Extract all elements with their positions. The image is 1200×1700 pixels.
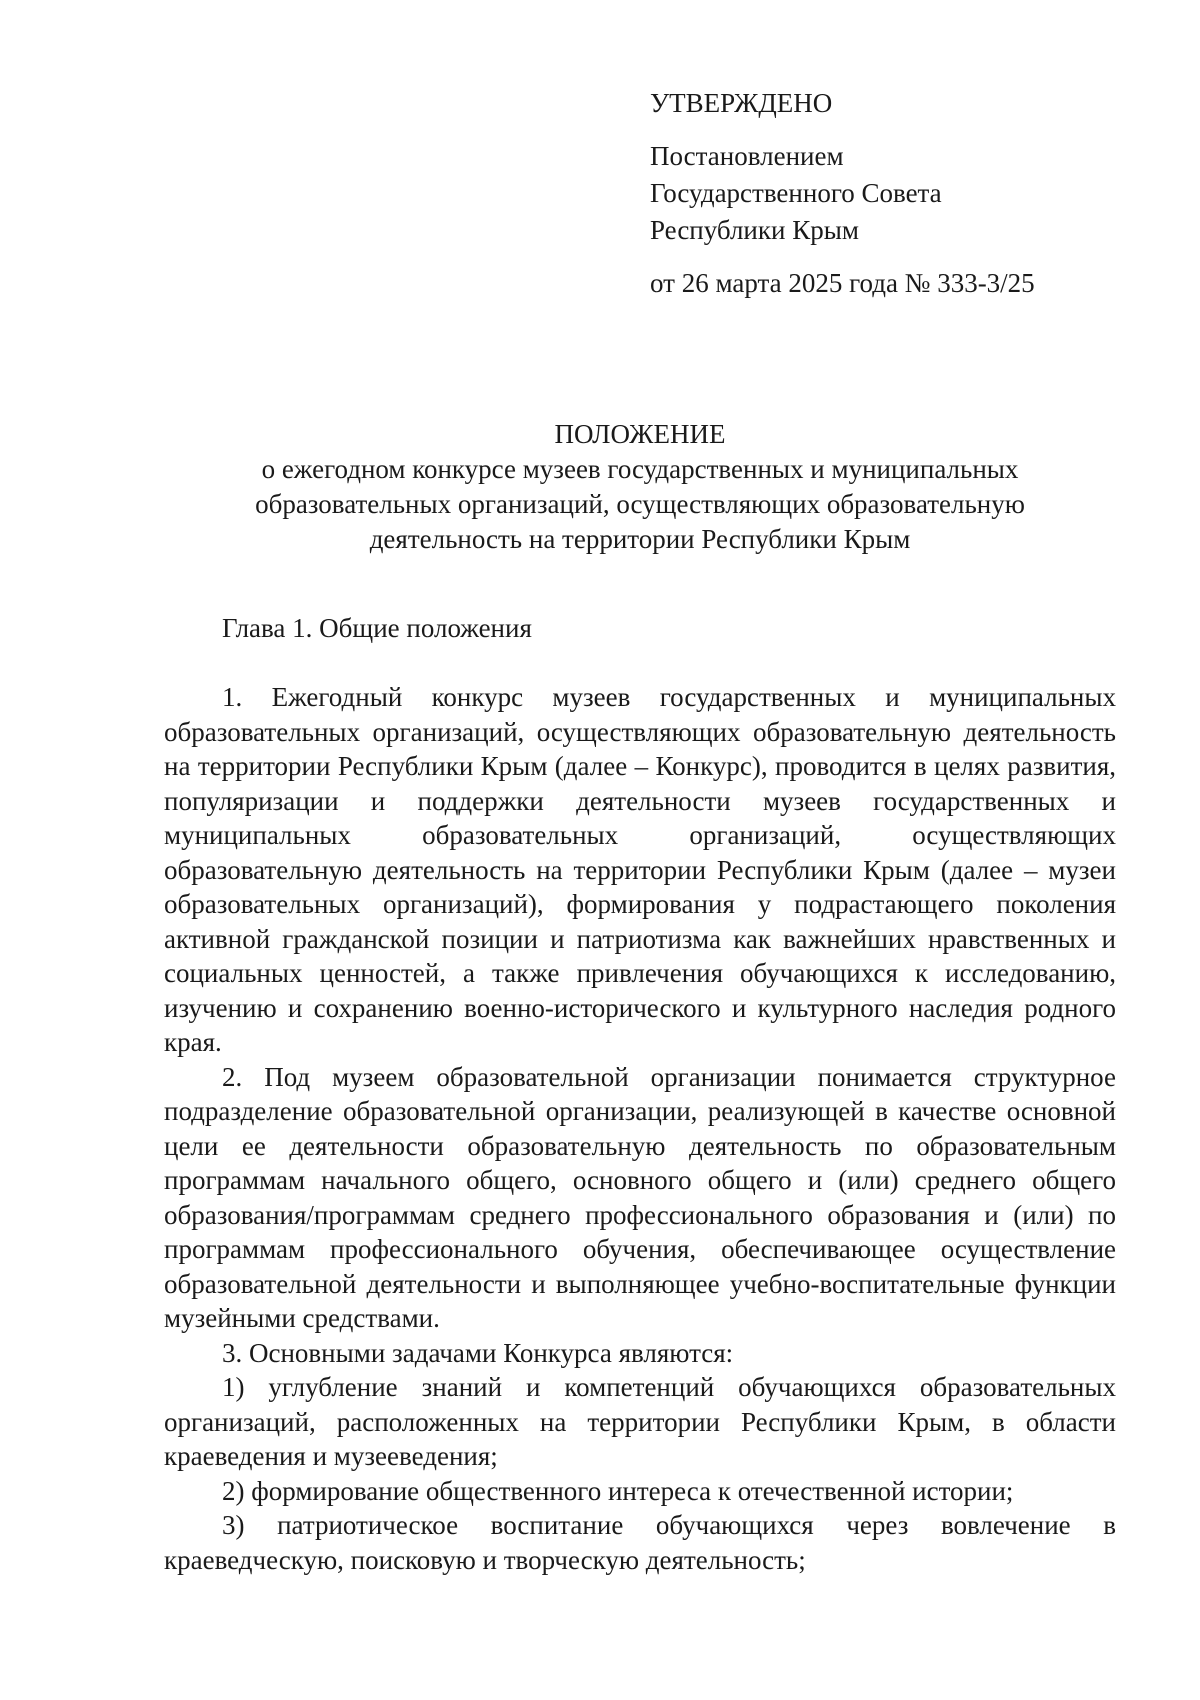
approval-authority-line: Республики Крым xyxy=(650,215,859,245)
paragraph: 1. Ежегодный конкурс музеев государственных и муниципальных образовательных организаций, осуществляющих образовательную деятельность на территории Республики Крым (далее – Конкурс), проводится в целях развития, популяризации и поддержки деятельности музеев государственных и муниципальных образовательных организаций, осуществляющих образовательную деятельность на территории Республики Крым (далее – музеи образовательных организаций), формирования у подрастающего поколения активной гражданской позиции и патриотизма как важнейших нравственных и социальных ценностей, а также привлечения обучающихся к исследованию, изучению и сохранению военно-исторического и культурного наследия родного края. xyxy=(164,682,1116,1057)
paragraph: 3) патриотическое воспитание обучающихся через вовлечение в краеведческую, поисковую и творческую деятельность; xyxy=(164,1510,1116,1575)
document-title-line: деятельность на территории Республики Крым xyxy=(369,524,911,554)
paragraph: 2) формирование общественного интереса к отечественной истории; xyxy=(222,1475,1014,1506)
approval-stamp xyxy=(650,85,1150,302)
approval-authority-line: Постановлением xyxy=(650,141,844,171)
chapter-heading: Глава 1. Общие положения xyxy=(222,613,532,643)
document-title-block xyxy=(130,417,1150,557)
paragraph: 1) углубление знаний и компетенций обучающихся образовательных организаций, расположенных на территории Республики Крым, в области краеведения и музееведения; xyxy=(164,1372,1116,1471)
document-title-line: о ежегодном конкурсе музеев государственных и муниципальных xyxy=(261,454,1019,484)
document-title-line: образовательных организаций, осуществляющих образовательную xyxy=(255,489,1025,519)
body-text xyxy=(164,680,1116,1577)
approved-label: УТВЕРЖДЕНО xyxy=(650,88,833,118)
paragraph: 2. Под музеем образовательной организации понимается структурное подразделение образовательной организации, реализующей в качестве основной цели ее деятельности образовательную деятельность по образовательным программам начального общего, основного общего и (или) среднего общего образования/программам среднего профессионального образования и (или) по программам профессионального обучения, обеспечивающее осуществление образовательной деятельности и выполняющее учебно-воспитательные функции музейными средствами. xyxy=(164,1061,1116,1333)
document-type: ПОЛОЖЕНИЕ xyxy=(554,419,726,449)
approval-authority-line: Государственного Совета xyxy=(650,178,942,208)
approval-date-number: от 26 марта 2025 года № 333-3/25 xyxy=(650,268,1035,298)
paragraph: 3. Основными задачами Конкурса являются: xyxy=(222,1337,734,1368)
